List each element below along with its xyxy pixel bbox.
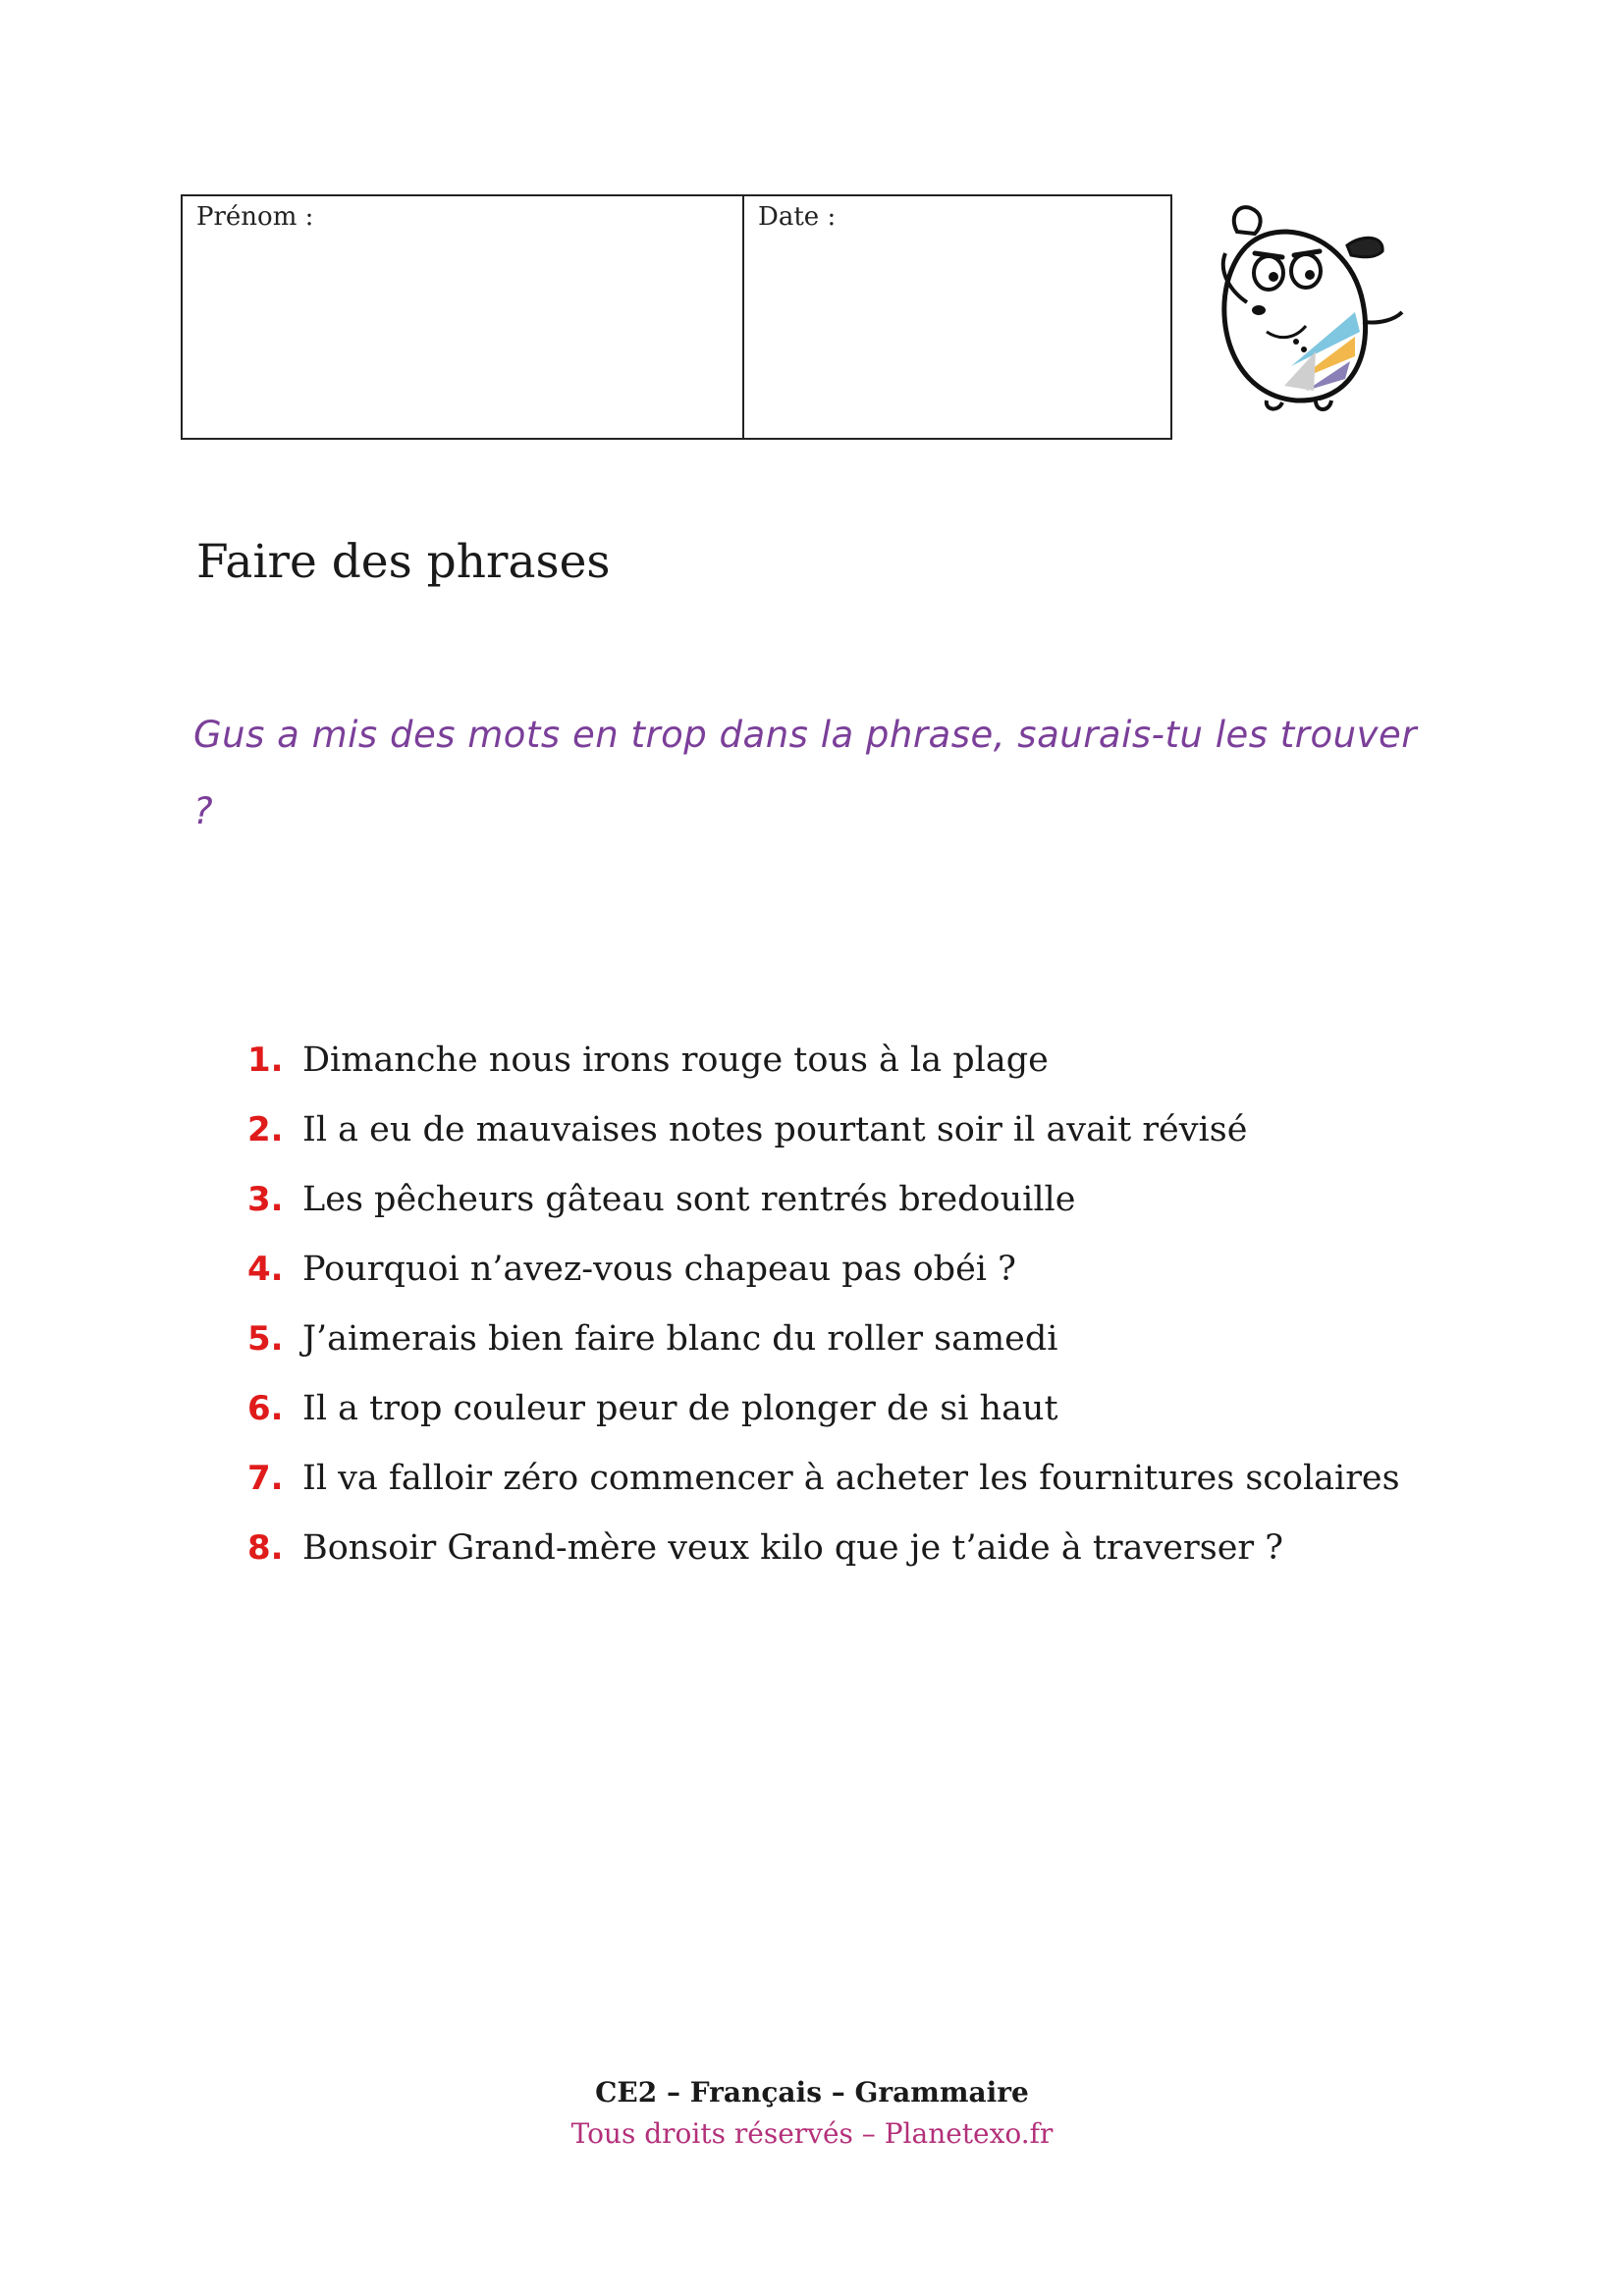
first-name-field[interactable] (183, 196, 744, 438)
exercise-number: 8. (247, 1528, 284, 1568)
footer-course: CE2 – Français – Grammaire (595, 2076, 1029, 2109)
instruction-text: Gus a mis des mots en trop dans la phrase, saurais-tu les trouver ? (193, 714, 1417, 832)
exercise-sentence: Bonsoir Grand-mère veux kilo que je t’aide à traverser ? (302, 1528, 1284, 1568)
date-field[interactable] (744, 196, 1170, 438)
exercise-sentence: Pourquoi n’avez-vous chapeau pas obéi ? (302, 1250, 1016, 1289)
exercise-list (247, 1041, 1400, 1598)
exercise-item (247, 1110, 1400, 1180)
exercise-sentence: Les pêcheurs gâteau sont rentrés bredouille (302, 1180, 1076, 1219)
exercise-item (247, 1528, 1400, 1598)
footer-rights: Tous droits réservés – Planetexo.fr (570, 2117, 1054, 2150)
exercise-sentence: Dimanche nous irons rouge tous à la plage (302, 1041, 1049, 1080)
exercise-item (247, 1459, 1400, 1528)
exercise-number: 5. (247, 1319, 284, 1359)
first-name-label: Prénom : (196, 202, 314, 232)
exercise-item (247, 1389, 1400, 1459)
page-title: Faire des phrases (196, 535, 611, 589)
student-info-box (181, 194, 1172, 440)
exercise-number: 3. (247, 1180, 284, 1219)
exercise-sentence: Il a eu de mauvaises notes pourtant soir il avait révisé (302, 1110, 1248, 1149)
exercise-item (247, 1319, 1400, 1389)
exercise-sentence: Il a trop couleur peur de plonger de si haut (302, 1389, 1058, 1428)
exercise-item (247, 1041, 1400, 1110)
exercise-sentence: Il va falloir zéro commencer à acheter les fournitures scolaires (302, 1459, 1400, 1498)
exercise-item (247, 1180, 1400, 1250)
exercise-number: 2. (247, 1110, 284, 1149)
date-label: Date : (758, 202, 837, 232)
exercise-sentence: J’aimerais bien faire blanc du roller samedi (302, 1319, 1058, 1359)
sheep-mascot-icon (1198, 194, 1414, 415)
exercise-number: 6. (247, 1389, 284, 1428)
exercise-number: 1. (247, 1041, 284, 1080)
exercise-item (247, 1250, 1400, 1319)
exercise-number: 4. (247, 1250, 284, 1289)
exercise-number: 7. (247, 1459, 284, 1498)
